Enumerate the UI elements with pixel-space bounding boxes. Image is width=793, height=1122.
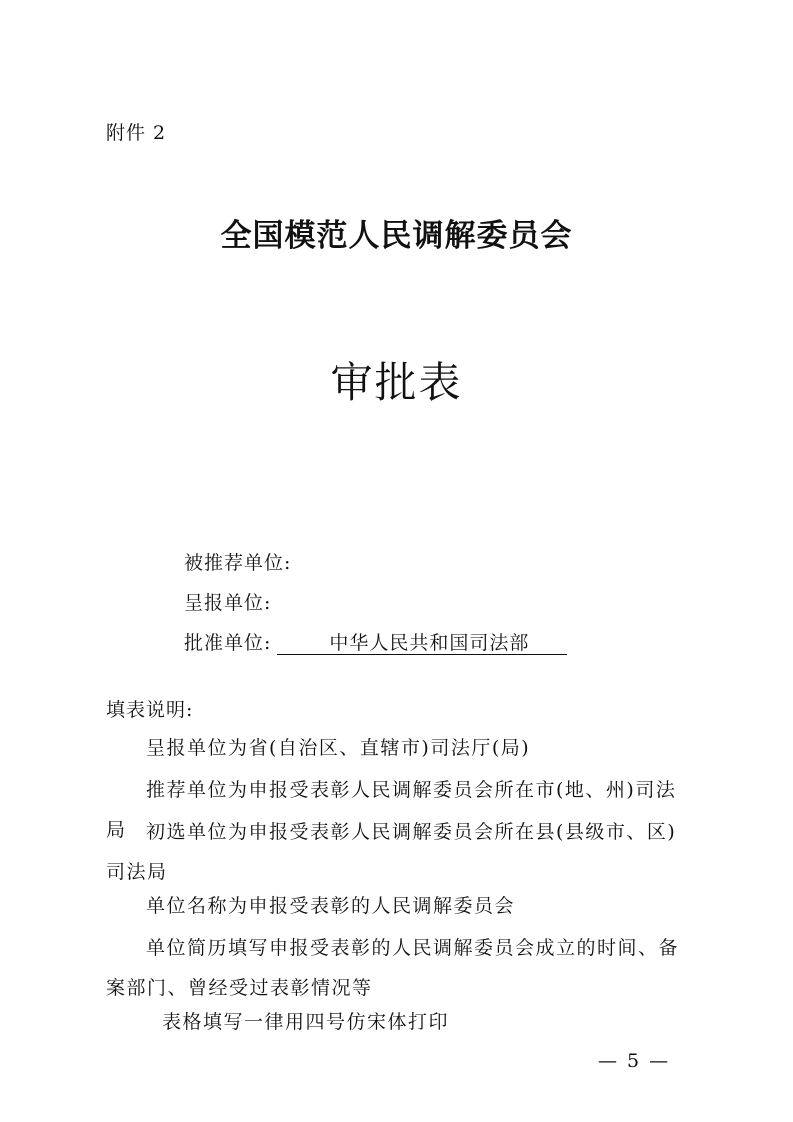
instruction-item: 初选单位为申报受表彰人民调解委员会所在县(县级市、区)司法局 bbox=[106, 821, 677, 883]
page-number: — 5 — bbox=[598, 1050, 671, 1072]
instruction-item: 单位简历填写申报受表彰的人民调解委员会成立的时间、备案部门、曾经受过表彰情况等 bbox=[106, 937, 680, 999]
approving-unit-field bbox=[184, 628, 567, 655]
recommended-unit-field bbox=[184, 548, 291, 575]
instruction-item: 单位名称为申报受表彰的人民调解委员会 bbox=[146, 895, 516, 917]
instruction-item: 呈报单位为省(自治区、直辖市)司法厅(局) bbox=[146, 737, 531, 759]
attachment-label: 附件 2 bbox=[106, 122, 167, 144]
instruction-item: 推荐单位为申报受表彰人民调解委员会所在市(地、州)司法局 bbox=[106, 779, 677, 841]
recommended-unit-label: 被推荐单位: bbox=[184, 552, 292, 574]
instructions-heading: 填表说明: bbox=[106, 699, 194, 721]
document-subtitle: 审批表 bbox=[330, 358, 463, 407]
approving-unit-label: 批准单位: bbox=[184, 632, 272, 654]
document-title: 全国模范人民调解委员会 bbox=[220, 218, 573, 254]
submitting-unit-label: 呈报单位: bbox=[184, 592, 272, 614]
instruction-item: 表格填写一律用四号仿宋体打印 bbox=[162, 1011, 450, 1033]
submitting-unit-field bbox=[184, 588, 271, 615]
approving-unit-value: 中华人民共和国司法部 bbox=[277, 632, 567, 655]
